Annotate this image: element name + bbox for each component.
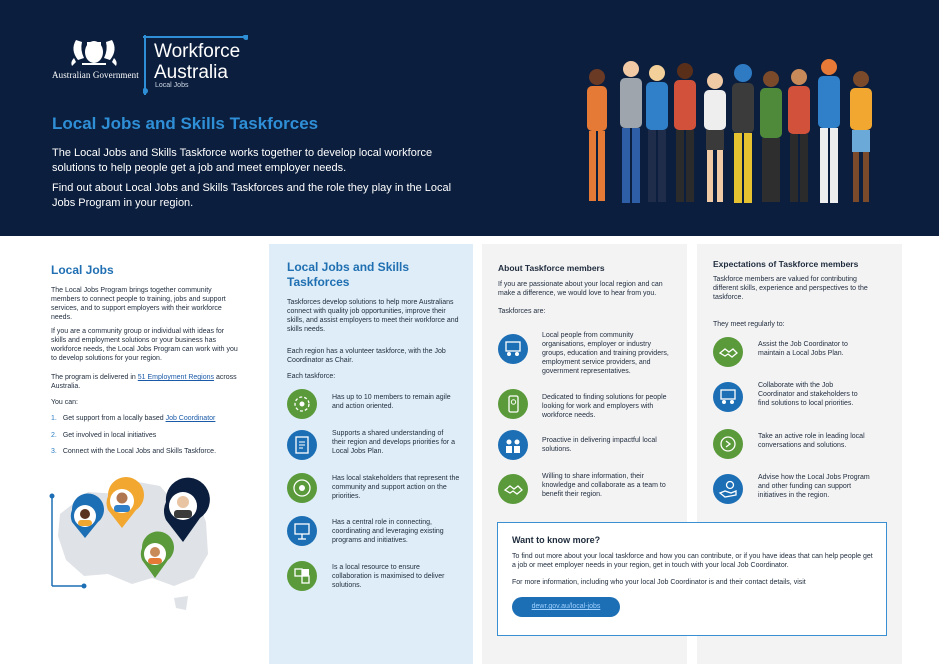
presentation-icon [287, 516, 317, 546]
puzzle-icon [287, 561, 317, 591]
taskforce-item-2: Supports a shared understanding of their region and develops priorities for a Local Jobs Plan. [332, 430, 455, 455]
australia-map-illustration [48, 474, 218, 616]
local-jobs-heading: Local Jobs [51, 263, 114, 277]
stakeholder-target-icon [287, 473, 317, 503]
community-people-icon [498, 334, 528, 364]
taskforce-item-5: Is a local resource to ensure collaboration is maximised to deliver solutions. [332, 564, 445, 589]
handshake-icon-2 [713, 337, 743, 367]
taskforce-item-4: Has a central role in connecting, coordinating and leveraging existing programs and initiatives. [332, 519, 444, 544]
taskforces-p1: Taskforces develop solutions to help more Australians connect with quality job opportunities, improve their skills, and assist employers to meet their workforce and skills needs. [287, 299, 459, 333]
cta-p2: For more information, including who your local Job Coordinator is and their contact details, visit [512, 579, 806, 586]
meet-regularly-label: They meet regularly to: [713, 321, 785, 328]
conversation-icon [713, 429, 743, 459]
page-title: Local Jobs and Skills Taskforces [52, 114, 319, 133]
taskforce-item-3: Has local stakeholders that represent the community and support action on the priorities. [332, 475, 460, 500]
local-jobs-p3: The program is delivered in 51 Employment Regions across Australia. [51, 374, 237, 390]
each-taskforce-label: Each taskforce: [287, 373, 336, 380]
about-members-heading: About Taskforce members [498, 263, 605, 273]
taskforces-p2: Each region has a volunteer taskforce, with the Job Coordinator as Chair. [287, 348, 446, 364]
government-label: Australian Government [52, 70, 139, 80]
hero-intro-1: The Local Jobs and Skills Taskforce works together to develop local workforce solutions to help people get a job and meet employer needs. [52, 147, 433, 174]
collaborate-presentation-icon [713, 382, 743, 412]
expectation-item-3: Take an active role in leading local conversations and solutions. [758, 433, 865, 449]
taskforce-item-1: Has up to 10 members to remain agile and action oriented. [332, 394, 451, 410]
team-gear-icon [287, 389, 317, 419]
member-item-3: Proactive in delivering impactful local solutions. [542, 437, 657, 453]
people-group-icon [498, 430, 528, 460]
local-jobs-p1: The Local Jobs Program brings together community members to connect people to training, jobs and support services, and to support employers with their workforce needs. [51, 287, 226, 321]
expectation-item-2: Collaborate with the Job Coordinator and stakeholders to find solutions to local priorities. [758, 382, 858, 407]
expectation-item-4: Advise how the Local Jobs Program and other funding can support initiatives in the region. [758, 474, 870, 499]
hero-intro-2: Find out about Local Jobs and Skills Taskforces and the role they play in the Local Jobs Program in your region. [52, 182, 452, 209]
member-item-4: Willing to share information, their knowledge and collaborate as a team to benefit their region. [542, 473, 666, 498]
you-can-label: You can: [51, 399, 78, 406]
document-chart-icon [287, 430, 317, 460]
local-jobs-p2: If you are a community group or individual with ideas for skills and employment solutions or your business has workforce needs, the Local Jobs Program can work with you to develop solutions for your region. [51, 328, 238, 362]
cta-p1: To find out more about your local taskforce and how you can contribute, or if you have ideas that can help people get a job or meet employer needs in your region, get in touch with your local Job Coordinator. [512, 553, 873, 569]
employment-regions-link[interactable]: 51 Employment Regions [137, 374, 215, 381]
you-can-item-3: 3. Connect with the Local Jobs and Skills Taskforce. [51, 448, 217, 455]
expectations-heading: Expectations of Taskforce members [713, 259, 859, 269]
phone-search-icon [498, 389, 528, 419]
people-illustration [575, 55, 905, 207]
you-can-item-2: 2. Get involved in local initiatives [51, 432, 157, 439]
dewr-local-jobs-link-button[interactable]: dewr.gov.au/local-jobs [512, 597, 620, 617]
expectation-item-1: Assist the Job Coordinator to maintain a Local Jobs Plan. [758, 341, 848, 357]
handshake-icon [498, 474, 528, 504]
cta-title: Want to know more? [512, 535, 601, 545]
taskforces-heading: Local Jobs and Skills Taskforces [287, 260, 410, 289]
job-coordinator-link[interactable]: Job Coordinator [165, 415, 216, 422]
you-can-item-1: 1. Get support from a locally based Job Coordinator [51, 415, 216, 422]
funding-hand-icon [713, 474, 743, 504]
about-members-p1: If you are passionate about your local region and can make a difference, we would love to hear from you. [498, 281, 663, 297]
expectations-p1: Taskforce members are valued for contributing different skills, experience and perspectives to the taskforce. [713, 276, 868, 301]
taskforces-are-label: Taskforces are: [498, 308, 546, 315]
member-item-2: Dedicated to finding solutions for people looking for work and employers with workforce needs. [542, 394, 667, 419]
member-item-1: Local people from community organisations, employer or industry groups, education and training providers, employment service providers, and government representatives. [542, 332, 669, 375]
local-jobs-logo-sub: Local Jobs [155, 82, 189, 89]
workforce-australia-logo: Workforce Australia [154, 41, 241, 83]
